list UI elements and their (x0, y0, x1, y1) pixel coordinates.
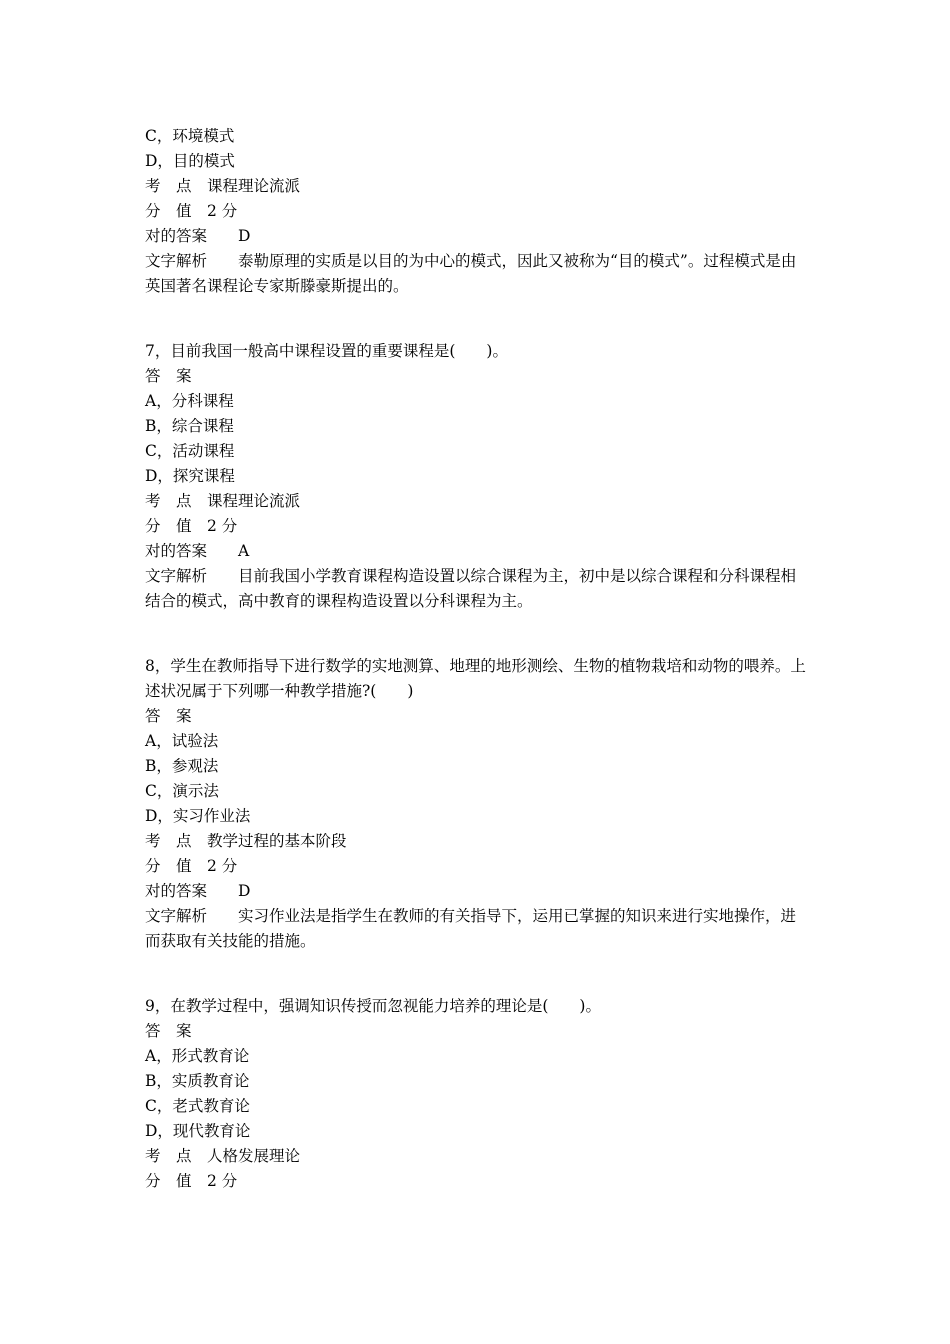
analysis-paragraph: 文字解析 实习作业法是指学生在教师的有关指导下，运用已掌握的知识来进行实地操作，进而获取有关技能的措施。 (145, 907, 797, 950)
analysis-paragraph: 文字解析 目前我国小学教育课程构造设置以综合课程为主，初中是以综合课程和分科课程相结合的模式，高中教育的课程构造设置以分科课程为主。 (145, 567, 797, 610)
fenzhi-line: 分 值 2 分 (145, 857, 238, 875)
kaodian-line: 考 点 课程理论流派 (145, 492, 301, 510)
document-content (145, 124, 810, 1194)
answer-header: 答 案 (145, 367, 192, 385)
question-7-text: 7，目前我国一般高中课程设置的重要课程是( )。 (145, 342, 508, 360)
option-a: A，形式教育论 (145, 1047, 250, 1065)
option-c: C，老式教育论 (145, 1097, 250, 1115)
option-c: C，环境模式 (145, 127, 235, 145)
option-c: C，活动课程 (145, 442, 235, 460)
question-8-text: 8，学生在教师指导下进行数学的实地测算、地理的地形测绘、生物的植物栽培和动物的喂养。上述状况属于下列哪一种教学措施?( ) (145, 657, 806, 700)
answer-header: 答 案 (145, 1022, 192, 1040)
option-d: D，实习作业法 (145, 807, 251, 825)
fenzhi-line: 分 值 2 分 (145, 1172, 238, 1190)
option-b: B，综合课程 (145, 417, 234, 435)
option-d: D，目的模式 (145, 152, 235, 170)
option-c: C，演示法 (145, 782, 219, 800)
analysis-paragraph: 文字解析 泰勒原理的实质是以目的为中心的模式，因此又被称为“目的模式”。过程模式是由英国著名课程论专家斯滕豪斯提出的。 (145, 252, 797, 295)
correct-answer-line: 对的答案 D (145, 227, 251, 245)
correct-answer-line: 对的答案 D (145, 882, 251, 900)
option-d: D，探究课程 (145, 467, 235, 485)
kaodian-line: 考 点 人格发展理论 (145, 1147, 301, 1165)
option-b: B，实质教育论 (145, 1072, 250, 1090)
kaodian-line: 考 点 课程理论流派 (145, 177, 301, 195)
answer-header: 答 案 (145, 707, 192, 725)
option-a: A，分科课程 (145, 392, 234, 410)
kaodian-line: 考 点 教学过程的基本阶段 (145, 832, 347, 850)
correct-answer-line: 对的答案 A (145, 542, 250, 560)
question-9-text: 9，在教学过程中，强调知识传授而忽视能力培养的理论是( )。 (145, 997, 601, 1015)
fenzhi-line: 分 值 2 分 (145, 202, 238, 220)
fenzhi-line: 分 值 2 分 (145, 517, 238, 535)
option-a: A，试验法 (145, 732, 219, 750)
option-b: B，参观法 (145, 757, 219, 775)
option-d: D，现代教育论 (145, 1122, 251, 1140)
